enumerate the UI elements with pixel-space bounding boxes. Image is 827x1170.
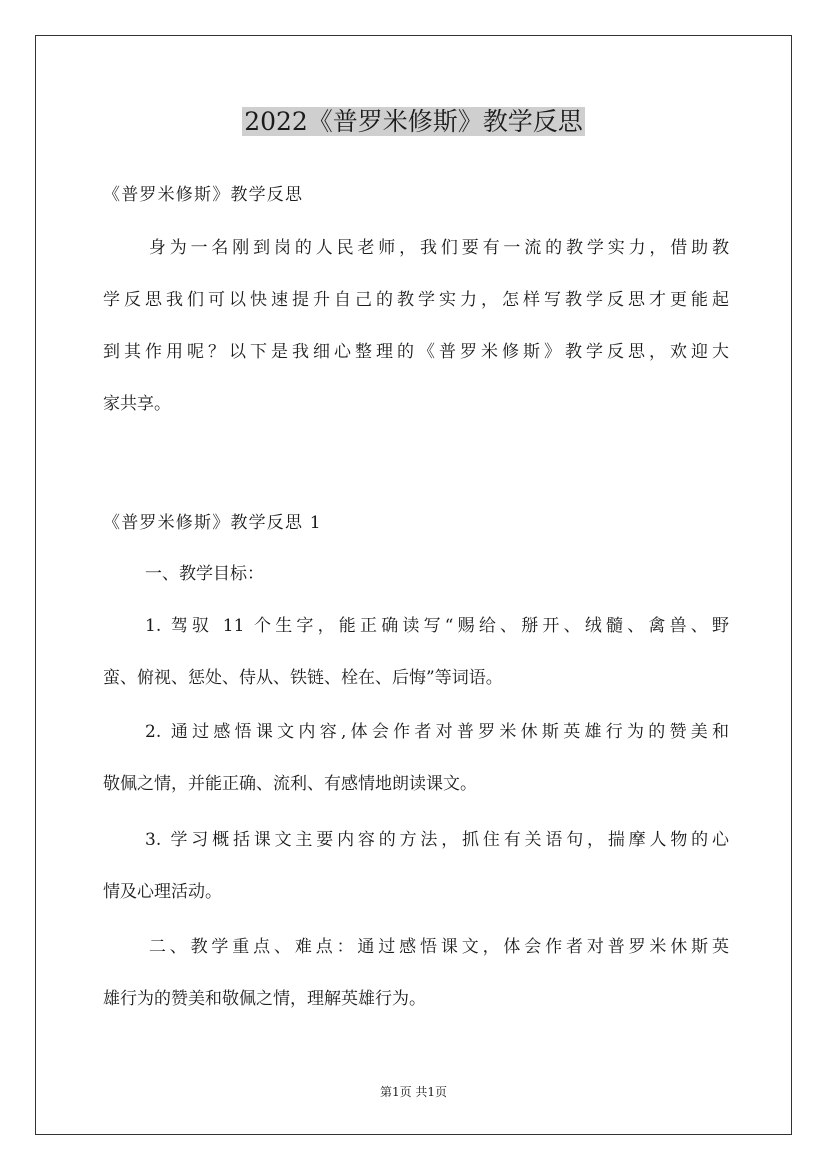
document-title-text: 2022《普罗米修斯》教学反思	[244, 107, 583, 136]
document-title	[0, 104, 827, 140]
goal-3-line-1	[103, 814, 729, 866]
intro-line-4: 家共享。	[103, 394, 171, 414]
goal-3-line-1-text: 3. 学习概括课文主要内容的方法，抓住有关语句，揣摩人物的心	[145, 830, 729, 850]
key-points-line-1	[103, 921, 729, 973]
goal-3-line-2: 情及心理活动。	[103, 882, 222, 902]
goal-3-paragraph	[103, 814, 729, 918]
intro-line-3: 到其作用呢？以下是我细心整理的《普罗米修斯》教学反思，欢迎大	[103, 342, 729, 362]
key-points-line-2: 雄行为的赞美和敬佩之情，理解英雄行为。	[103, 989, 426, 1009]
intro-paragraph	[103, 222, 729, 430]
goal-1-line-2: 蛮、俯视、惩处、侍从、铁链、栓在、后悔”等词语。	[103, 668, 503, 688]
goal-2-line-1-text: 2. 通过感悟课文内容,体会作者对普罗米休斯英雄行为的赞美和	[145, 722, 729, 742]
goals-heading-text: 一、教学目标：	[145, 564, 264, 584]
document-subtitle: 《普罗米修斯》教学反思	[103, 185, 304, 205]
key-points-paragraph	[103, 921, 729, 1025]
page-footer: 第1页 共1页	[379, 1085, 448, 1099]
intro-line-2: 学反思我们可以快速提升自己的教学实力，怎样写教学反思才更能起	[103, 290, 729, 310]
section-heading: 《普罗米修斯》教学反思 1	[103, 513, 322, 533]
goal-2-line-1	[103, 706, 729, 758]
intro-line-1	[103, 222, 729, 274]
goals-heading-block	[103, 548, 729, 600]
goal-1-line-1-text: 1. 驾驭 11 个生字，能正确读写“赐给、掰开、绒髓、禽兽、野	[145, 616, 729, 636]
goal-1-line-1	[103, 600, 729, 652]
goals-heading	[103, 548, 729, 600]
goal-2-line-2: 敬佩之情，并能正确、流利、有感情地朗读课文。	[103, 774, 477, 794]
intro-line-1-text: 身为一名刚到岗的人民老师，我们要有一流的教学实力，借助教	[145, 238, 729, 258]
goal-1-paragraph	[103, 600, 729, 704]
key-points-line-1-text: 二、教学重点、难点：通过感悟课文，体会作者对普罗米休斯英	[145, 937, 729, 957]
goal-2-paragraph	[103, 706, 729, 810]
